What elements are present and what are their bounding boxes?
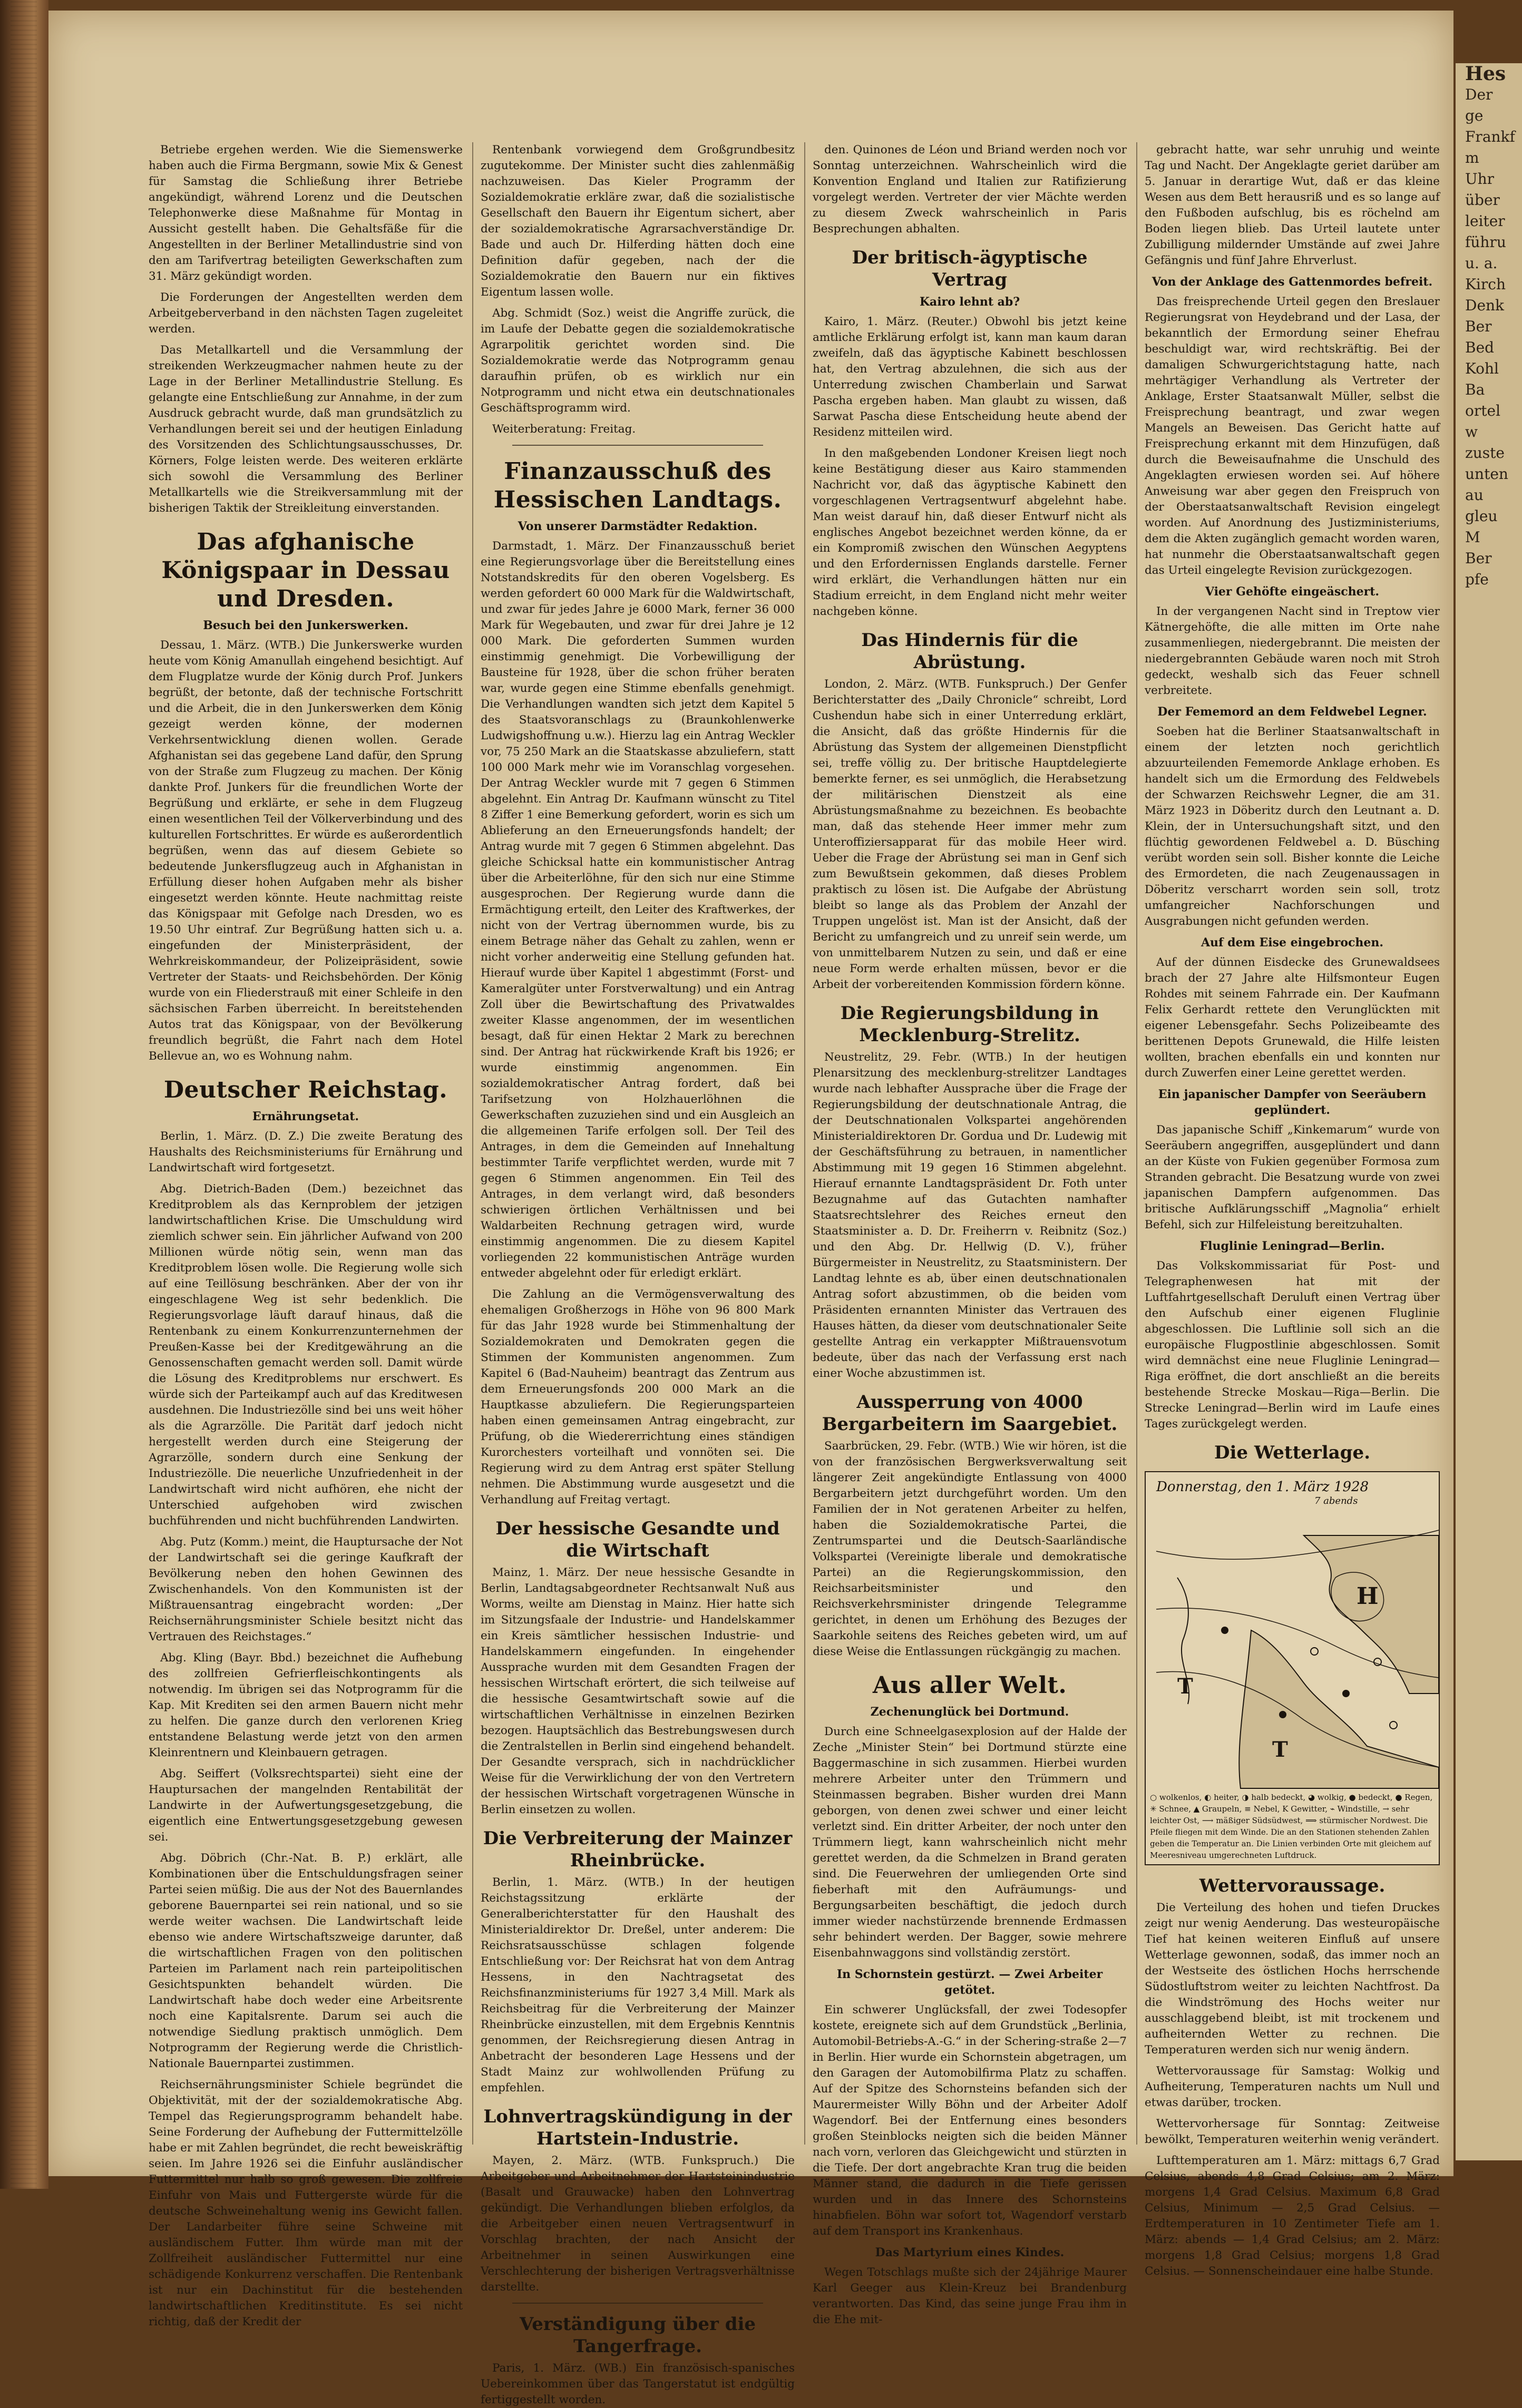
paragraph: Reichsernährungsminister Schiele begründet die Objektivität, mit der der sozialdemokratische Abg. Tempel das Regierungsprogramm behandelt habe. Seine Forderung der Aufhebung der Futtermittelzölle habe er mit Zahlen begründet, die recht beweiskräftig seien. Im Jahre 1926 sei die Einfuhr ausländischer Futtermittel nur halb so groß gewesen. Die zollfreie Einfuhr von Mais und Futtergerste würde für die deutsche Schweinehaltung wenig ins Gewicht fallen. Der Landarbeiter führe seine Schweine mit ausländischem Futter. Ihm würde man mit der Zollfreiheit ausländischer Futtermittel nur eine schädigende Konkurrenz verschaffen. Die Rentenbank ist nur ein Dachinstitut für die bestehenden landwirtschaftlichen Kreditinstitute. Es sei nicht richtig, daß der Kredit der <box>149 2078 463 2328</box>
adjacent-page-fragment: Ber <box>1465 550 1492 567</box>
subheadline: Auf dem Eise eingebrochen. <box>1201 936 1384 950</box>
adjacent-page-fragment: Uhr <box>1465 170 1495 188</box>
subheadline: Fluglinie Leningrad—Berlin. <box>1199 1239 1385 1253</box>
low-pressure-marker: T <box>1177 1674 1193 1699</box>
headline-lohnvertrag: Lohnvertragskündigung in der Hartstein-Industrie. <box>483 2106 792 2149</box>
station-marker <box>1342 1690 1350 1697</box>
column-1 <box>149 142 463 2328</box>
paragraph: Paris, 1. März. (WB.) Ein französisch-spanisches Uebereinkommen über das Tangerstatut ist endgültig fertiggestellt worden. <box>481 2362 795 2406</box>
headline-tangerfrage: Verständigung über die Tangerfrage. <box>519 2314 756 2357</box>
paragraph: Abg. Dietrich-Baden (Dem.) bezeichnet das Kreditproblem als das Kernproblem der jetzigen landwirtschaftlichen Krise. Die Umschuldung wird ziemlich schwer sein. Ein jährlicher Aufwand von 200 Millionen würde nötig sein, wenn man das Kreditproblem lösen wolle. Die Regierung wolle sich auf eine Teillösung beschränken. Aber der von ihr eingeschlagene Weg ist sehr bedenklich. Die Regierungsvorlage läuft darauf hinaus, daß die Rentenbank zu einem Konkurrenzunternehmen der Preußen-Kasse bei der Kreditgewährung an die Genossenschaften gemacht werden soll. Damit würde die Lösung des Kreditproblems nur erschwert. Es würde sich der Parteikampf auch auf das Kreditwesen ausdehnen. Die Industriezölle sind bei uns weit höher als die Agrarzölle. Die Parität darf jedoch nicht hergestellt werden durch eine Steigerung der Agrarzölle, sondern durch eine Senkung der Industriezölle. Die neuerliche Unzufriedenheit in der Landwirtschaft wird nicht aufhören, ehe nicht der Unterschied aufgehoben wird zwischen buchführenden und nicht buchführenden Landwirten. <box>149 1182 463 1528</box>
adjacent-page-fragment: Hes <box>1465 63 1506 85</box>
map-time: 7 abends <box>1314 1495 1358 1506</box>
high-pressure-marker: H <box>1357 1583 1379 1610</box>
weather-legend: ○ wolkenlos, ◐ heiter, ◑ halb bedeckt, ◕ wolkig, ● bedeckt, ● Regen, ✳ Schnee, ▲ Graupeln, ≡ Nebel, K Gewitter, ⌁ Windstille, → sehr leichter Ost, ⟶ mäßiger Südsüdwest, ⟹ stürmischer Nordwest. Die Pfeile fliegen mit dem Winde. Die an den Stationen stehenden Zahlen geben die Temperatur an. Die Linien verbinden Orte mit gleichem auf Meeresniveau umgerechneten Luftdruck. <box>1150 1793 1433 1860</box>
subheadline: Von unserer Darmstädter Redaktion. <box>518 520 758 533</box>
map-date: Donnerstag, den 1. März 1928 <box>1156 1479 1369 1495</box>
subheadline: Kairo lehnt ab? <box>919 295 1020 309</box>
adjacent-page-fragment: au <box>1465 486 1484 504</box>
paragraph: Das Metallkartell und die Versammlung der streikenden Werkzeugmacher nahmen heute zu der Lage in der Berliner Metallindustrie Stellung. Es gelangte eine Entschließung zur Annahme, in der zum Ausdruck gebracht wurde, daß man grundsätzlich zu Verhandlungen bereit sei und der heutigen Einladung des Vorsitzenden des Schlichtungsausschusses, Dr. Körners, Folge leisten werde. Des weiteren erklärte sich sowohl die Versammlung des Berliner Metallkartells wie die Streikversammlung mit der bisherigen Taktik der Streikleitung einverstanden. <box>149 344 463 515</box>
adjacent-page-edge <box>1456 63 1522 2160</box>
weather-map-graphic <box>1146 1472 1439 1788</box>
adjacent-page-fragment: zuste <box>1465 444 1505 462</box>
newspaper-page <box>48 11 1453 2406</box>
column-rule <box>472 142 473 2145</box>
adjacent-page-fragment: Ba <box>1465 381 1485 398</box>
adjacent-page-fragment: führu <box>1465 233 1506 251</box>
paragraph: Das freisprechende Urteil gegen den Breslauer Regierungsrat von Heydebrand und der Lasa, der bekanntlich der Ermordung seiner Ehefrau beschuldigt war, wird rechtskräftig. Bei der damaligen Schwurgerichtstagung hatte, nach mehrtägiger Verhandlung als Vertreter der Anklage, Erster Staatsanwalt Müller, selbst die Freisprechung beantragt, und zwar wegen Mangels an Beweisen. Das Gericht hatte auf Freisprechung erkannt mit dem Hinzufügen, daß durch die Beweisaufnahme die Unschuld des Angeklagten erwiesen worden sei. Auf höhere Anweisung war aber gegen den Freispruch von der Oberstaatsanwaltschaft Revision eingelegt worden. Auf Anordnung des Justizministeriums, dem die Akten zugänglich gemacht worden waren, hat nunmehr die Oberstaatsanwaltschaft gegen das Urteil eingelegte Revision zurückgezogen. <box>1145 295 1440 577</box>
paragraph: Wettervoraussage für Samstag: Wolkig und Aufheiterung, Temperaturen nachts um Null und etwas darüber, trocken. <box>1145 2064 1440 2109</box>
paragraph: Die Zahlung an die Vermögensverwaltung des ehemaligen Großherzogs in Höhe von 96 800 Mark für das Jahr 1928 wurde bei Stimmenhaltung der Sozialdemokraten und Demokraten gegen die Stimmen der Kommunisten angenommen. Zum Kapitel 6 (Bad-Nauheim) beantragt das Zentrum aus dem Erneuerungsfonds 200 000 Mark an die Hauptkasse abzuliefern. Die Regierungsparteien haben einen gemeinsamen Antrag eingebracht, zur Prüfung, ob die Wiedererrichtung eines ständigen Kurorchesters vorteilhaft und vonnöten sei. Die Regierung wird zu dem Antrag erst später Stellung nehmen. Die Abstimmung wurde ausgesetzt und die Verhandlung auf Freitag vertagt. <box>481 1288 795 1506</box>
paragraph: Abg. Putz (Komm.) meint, die Hauptursache der Not der Landwirtschaft sei die geringe Kaufkraft der Bevölkerung neben den hohen Gewinnen des Zwischenhandels. Von den Kommunisten ist der Mißtrauensantrag eingebracht worden: „Der Reichsernährungsminister Schiele besitzt nicht das Vertrauen des Reichstages.“ <box>149 1535 463 1643</box>
paragraph: In der vergangenen Nacht sind in Treptow vier Kätnergehöfte, die alle mitten im Orte nahe zusammenliegen, niedergebrannt. Die meisten der niedergebrannten Gebäude waren noch mit Stroh gedeckt, weshalb sich das Feuer schnell verbreitete. <box>1145 605 1440 697</box>
paragraph: Ein schwerer Unglücksfall, der zwei Todesopfer kostete, ereignete sich auf dem Grundstück „Berlinia, Automobil-Betriebs-A.-G.“ in der Schering-straße 2—7 in Berlin. Hier wurde ein Schornstein abgetragen, um den Garagen der Automobilfirma Platz zu schaffen. Auf der Spitze des Schornsteins befanden sich der Maurermeister Willy Böhn und der Arbeiter Adolf Wagendorf. Bei der Entfernung eines besonders großen Steinblocks neigten sich die beiden Männer nach vorn, verloren das Gleichgewicht und stürzten in die Tiefe. Der dort angebrachte Kran trug die beiden Männer stand, die dadurch in die Tiefe gerissen wurden und in das Innere des Schornsteins hinabfielen. Böhn war sofort tot, Wagendorf verstarb auf dem Transport ins Krankenhaus. <box>813 2003 1127 2238</box>
adjacent-page-fragment: über <box>1465 191 1500 209</box>
adjacent-page-fragment: m <box>1465 149 1479 167</box>
headline-mecklenburg: Die Regierungsbildung in Mecklenburg-Strelitz. <box>840 1003 1099 1046</box>
subheadline: In Schornstein gestürzt. — Zwei Arbeiter getötet. <box>836 1967 1103 1997</box>
paragraph: Auf der dünnen Eisdecke des Grunewaldsees brach der 27 Jahre alte Hilfsmonteur Eugen Rohdes mit seinem Fahrrade ein. Der Kaufmann Felix Gerhardt rettete den Verunglückten mit eigener Lebensgefahr. Sechs Polizeibeamte des berittenen Depots Grunewald, die Hilfe leisten wollten, brachen ebenfalls ein und konnten nur durch Zuwerfen einer Leine gerettet werden. <box>1145 956 1440 1080</box>
headline-rheinbruecke: Die Verbreiterung der Mainzer Rheinbrücke. <box>483 1828 793 1871</box>
paragraph: In den maßgebenden Londoner Kreisen liegt noch keine Bestätigung dieser aus Kairo stammenden Nachricht vor, daß das ägyptische Kabinett den vorgeschlagenen Vertragsentwurf abgelehnt habe. Man weist darauf hin, daß dieser Entwurf nicht als englisches Angebot bezeichnet werden könne, da er ein Kompromiß zwischen den Wünschen Aegyptens und den Erfordernissen Englands darstelle. Ferner wird erklärt, die Verhandlungen hätten nur ein Stadium erreicht, in dem England nicht mehr weiter nachgeben könne. <box>813 447 1127 618</box>
paragraph: den. Quinones de Léon und Briand werden noch vor Sonntag unterzeichnen. Wahrscheinlich wird die Konvention England und Italien zur Ratifizierung vorgelegt werden. Vertreter der vier Mächte werden zu diesem Zweck wahrscheinlich in Paris Besprechungen abhalten. <box>813 143 1127 236</box>
paragraph: Weiterberatung: Freitag. <box>492 423 636 436</box>
paragraph: Abg. Kling (Bayr. Bbd.) bezeichnet die Aufhebung des zollfreien Gefrierfleischkontingents als notwendig. Im übrigen sei das Notprogramm für die Kap. Mit Krediten sei den armen Bauern nicht mehr zu helfen. Die ganze durch den verlorenen Krieg entstandene Belastung werde jetzt von den armen Kleinrentnern und Kleinbauern getragen. <box>149 1651 463 1759</box>
paragraph: Mayen, 2. März. (WTB. Funkspruch.) Die Arbeitgeber und Arbeitnehmer der Hartsteinindustrie (Basalt und Grauwacke) haben den Lohnvertrag gekündigt. Die Verhandlungen blieben erfolglos, da die Arbeitgeber einen neuen Vertragsentwurf in Vorschlag brachten, der nach Ansicht der Arbeitnehmer in seinen Auswirkungen eine Verschlechterung der bisherigen Vertragsverhältnisse darstellte. <box>481 2154 795 2294</box>
adjacent-page-fragment: Kirch <box>1465 276 1506 293</box>
headline-abruestung: Das Hindernis für die Abrüstung. <box>861 630 1078 673</box>
paragraph: Dessau, 1. März. (WTB.) Die Junkerswerke wurden heute vom König Amanullah eingehend besichtigt. Auf dem Flugplatze wurde der König durch Prof. Junkers begrüßt, der betonte, daß der technische Fortschritt und die Arbeit, die in den Junkerswerken dem König gezeigt werden könne, der modernen Verkehrsentwicklung dienen wollen. Gerade Afghanistan sei das gegebene Land dafür, den Sprung von der Straße zum Flugzeug zu machen. Der König dankte Prof. Junkers für die freundlichen Worte der Begrüßung und erklärte, er sehe in dem Flugzeug einen wesentlichen Teil der Völkerverbindung und des kulturellen Fortschrittes. Er würde es außerordentlich begrüßen, wenn das auf diesem Gebiete so bedeutende Junkersflugzeug auch in Afghanistan in Erfüllung dieser hohen Aufgaben mehr als bisher eingesetzt werden könnte. Heute nachmittag reiste das Königspaar mit Gefolge nach Dresden, wo es 19.50 Uhr eintraf. Zur Begrüßung hatten sich u. a. eingefunden der Ministerpräsident, der Wehrkreiskommandeur, der Polizeipräsident, sowie Vertreter der Staats- und Reichsbehörden. Der König wurde von ein Fliederstrauß mit einer Schleife in den sächsischen Farben überreicht. In bereitstehenden Autos trat das Königspaar, von der Bevölkerung freundlich begrüßt, die Fahrt nach dem Hotel Bellevue an, wo es Wohnung nahm. <box>149 639 463 1063</box>
subheadline: Der Fememord an dem Feldwebel Legner. <box>1157 705 1427 719</box>
adjacent-page-fragment: leiter <box>1465 212 1505 230</box>
adjacent-page-fragment: ortel <box>1465 402 1501 419</box>
adjacent-page-fragment: Ber <box>1465 318 1492 335</box>
paragraph: Das Volkskommissariat für Post- und Telegraphenwesen hat mit der Luftfahrtgesellschaft Deruluft einen Vertrag über den Aufschub einer eigenen Fluglinie abgeschlossen. Die Luftlinie soll sich an die europäische Flugpostlinie abgeschlossen. Somit wird demnächst eine neue Fluglinie Leningrad—Riga eröffnet, die dort anschließt an die bereits bestehende Strecke Moskau—Riga—Berlin. Die Strecke Leningrad—Berlin wird im Laufe eines Tages zurückgelegt werden. <box>1145 1259 1440 1431</box>
subheadline: Ernährungsetat. <box>252 1110 359 1123</box>
paragraph: Lufttemperaturen am 1. März: mittags 6,7 Grad Celsius, abends 4,8 Grad Celsius; am 2. März: morgens 1,4 Grad Celsius. Maximum 6,8 Grad Celsius, Minimum — 2,5 Grad Celsius. — Erdtemperaturen in 10 Zentimeter Tiefe am 1. März: abends — 1,4 Grad Celsius; am 2. März: morgens 1,8 Grad Celsius; morgens 1,8 Grad Celsius. — Sonnenscheindauer eine halbe Stunde. <box>1145 2154 1440 2278</box>
column-2 <box>481 142 795 2406</box>
subheadline: Von der Anklage des Gattenmordes befreit. <box>1152 275 1433 289</box>
station-marker <box>1279 1711 1286 1718</box>
adjacent-page-fragment: Bed <box>1465 339 1495 356</box>
divider <box>512 2303 763 2304</box>
headline-afghan-king: Das afghanische Königspaar in Dessau und Dresden. <box>161 528 450 612</box>
weather-map <box>1145 1471 1440 1865</box>
headline-saargebiet: Aussperrung von 4000 Bergarbeitern im Saargebiet. <box>822 1392 1118 1435</box>
headline-reichstag: Deutscher Reichstag. <box>163 1076 448 1103</box>
headline-finanzausschuss: Finanzausschuß des Hessischen Landtags. <box>493 458 782 513</box>
paragraph: Abg. Seiffert (Volksrechtspartei) sieht eine der Hauptursachen der mangelnden Rentabilität der Landwirte in der Aufwertungsgesetzgebung, die eigentlich eine Entwertungsgesetzgebung gewesen sei. <box>149 1767 463 1844</box>
adjacent-page-fragment: Frankf <box>1465 128 1515 145</box>
subheadline: Besuch bei den Junkerswerken. <box>203 619 408 632</box>
paragraph: Das japanische Schiff „Kinkemarum“ wurde von Seeräubern angegriffen, ausgeplündert und dann an der Küste von Fukien gegenüber Formosa zum Stranden gebracht. Die Besatzung wurde von zwei japanischen Dampfern aufgenommen. Das britische Aufklärungsschiff „Magnolia“ erhielt Befehl, sich zur Hilfeleistung bereitzuhalten. <box>1145 1123 1440 1231</box>
column-3 <box>813 142 1127 2326</box>
paragraph: Wettervorhersage für Sonntag: Zeitweise bewölkt, Temperaturen weiterhin wenig verändert. <box>1145 2117 1440 2146</box>
adjacent-page-fragment: w <box>1465 423 1478 441</box>
divider <box>512 445 763 446</box>
paragraph: Abg. Döbrich (Chr.-Nat. B. P.) erklärt, alle Kombinationen über die Entschuldungsfragen seiner Partei seien müßig. Die aus der Not des Bauernlandes geborene Bauernpartei sei rein national, und so sie werde weiter wachsen. Die Landwirtschaft leide ebenso wie andere Wirtschaftszweige darunter, daß die wirtschaftlichen Fragen von den politischen Parteien im Parlament nach rein parteipolitischen Gesichtspunkten behandelt würden. Die Landwirtschaft habe doch weder eine Arbeitsrente noch eine Kapitalsrente. Darum sei auch die notwendige Siedlung praktisch unmöglich. Dem Notprogramm der Regierung werde die Christlich-Nationale Bauernpartei zustimmen. <box>149 1852 463 2070</box>
paragraph: Mainz, 1. März. Der neue hessische Gesandte in Berlin, Landtagsabgeordneter Rechtsanwalt Nuß aus Worms, weilte am Dienstag in Mainz. Hier hatte sich im Sitzungsfaale der Industrie- und Handelskammer ein Kreis sämtlicher hessischen Industrie- und Handelskammern eingefunden. In eingehender Aussprache wurden mit dem Gesandten Fragen der hessischen Wirtschaft erörtert, die sich teilweise auf die hessische Gesamtwirtschaft sowie auf die wirtschaftlichen Verhältnisse in einzelnen Bezirken bezogen. Hauptsächlich das Bestrebungswesen durch die Zentralstellen in Berlin sind eingehend behandelt. Der Gesandte versprach, sich in nachdrücklicher Weise für die Verwirklichung der von den Vertretern der hessischen Wirtschaft vorgetragenen Wünsche in Berlin einsetzen zu wollen. <box>481 1566 795 1816</box>
column-rule <box>1136 142 1137 2145</box>
subheadline: Vier Gehöfte eingeäschert. <box>1205 585 1380 599</box>
adjacent-page-fragment: pfe <box>1465 571 1489 588</box>
subheadline: Ein japanischer Dampfer von Seeräubern geplündert. <box>1158 1088 1427 1117</box>
paragraph: Durch eine Schneelgasexplosion auf der Halde der Zeche „Minister Stein“ bei Dortmund stürzte eine Baggermaschine in sich zusammen. Hierbei wurden mehrere Arbeiter unter den Trümmern und Steinmassen begraben. Bisher wurden drei Mann geborgen, von denen zwei schwer und einer leicht verletzt sind. Ein dritter Arbeiter, der noch unter den Trümmern liegt, kann wahrscheinlich nicht mehr gerettet werden, da die Schmelzen in Brand geraten sind. Die Feuerwehren der umliegenden Orte sind fieberhaft mit den Aufräumungs- und Bergungsarbeiten beschäftigt, die jedoch durch immer wieder nachstürzende brennende Erdmassen sehr behindert werden. Der Bagger, sowie mehrere Eisenbahnwaggons sind vollständig zerstört. <box>813 1725 1127 1960</box>
adjacent-page-fragment: M <box>1465 528 1480 546</box>
station-marker <box>1221 1627 1228 1634</box>
adjacent-page-fragment: Denk <box>1465 297 1505 314</box>
column-rule <box>804 142 805 2145</box>
paragraph: Rentenbank vorwiegend dem Großgrundbesitz zugutekomme. Der Minister sucht dies zahlenmäßig nachzuweisen. Das Kieler Programm der Sozialdemokratie erkläre zwar, daß die sozialistische Gesellschaft den Bauern ihr Eigentum sichert, aber der sozialdemokratische Agrarsachverständige Dr. Bade und auch Dr. Hilferding hätten doch eine Definition dafür gegeben, nach der die Sozialdemokratie den Bauern nur ein fiktives Eigentum lassen wolle. <box>481 143 795 299</box>
headline-wettervoraussage: Wettervoraussage. <box>1199 1875 1386 1896</box>
adjacent-page-fragment: Der <box>1465 86 1493 103</box>
paragraph: Darmstadt, 1. März. Der Finanzausschuß beriet eine Regierungsvorlage über die Bereitstellung eines Notstandskredits für den oberen Vogelsberg. Es werden gefordert 60 000 Mark für die Waldwirtschaft, und zwar für jedes Jahre je 6000 Mark, ferner 36 000 Mark für Wegebauten, und zwar für drei Jahre je 12 000 Mark. Die geforderten Summen wurden einstimmig genehmigt. Die Vorbewilligung der Bausteine für 1928, über die schon früher beraten war, wurde gegen eine Stimme ebenfalls genehmigt. Die Verhandlungen wandten sich jetzt dem Kapitel 5 des Staatsvoranschlags zu (Braunkohlenwerke Ludwigshoffnung u.w.). Hierzu lag ein Antrag Weckler vor, 75 250 Mark an die Staatskasse abzuliefern, statt 100 000 Mark mehr wie im Voranschlag vorgesehen. Der Antrag Weckler wurde mit 7 gegen 6 Stimmen abgelehnt. Ein Antrag Dr. Kaufmann wünscht zu Titel 8 Ziffer 1 eine Bemerkung gefordert, worin es sich um Ablieferung an den Erneuerungsfonds handelt; der Antrag wurde mit 7 gegen 6 Stimmen abgelehnt. Das gleiche Schicksal hatte ein kommunistischer Antrag über die Arbeiterlöhne, für den sich nur eine Stimme ausgesprochen. Der Regierung wurde dann die Ermächtigung erteilt, den Leiter des Kraftwerkes, der nicht von der Vertrag übernommen wurde, bis zu einem Betrage näher das Gehalt zu zahlen, wenn er nicht vorher anderweitig eine Stellung gefunden hat. Hierauf wurde über Kapitel 1 abgestimmt (Forst- und Kameralgüter unter Forstverwaltung) und ein Antrag Zoll über die Bewirtschaftung des Privatwaldes zweiter Klasse angenommen, der im wesentlichen besagt, daß für einen Hektar 2 Mark zu berechnen sind. Der Antrag hat rückwirkende Kraft bis 1926; er wurde einstimmig angenommen. Ein sozialdemokratischer Antrag fordert, daß bei Tarifsetzung von Holzhauerlöhnen die Gewerkschaften zuzuziehen sind und ein Ausgleich an die allgemeinen Tarife erfolgen soll. Der Teil des Antrages, in dem die Gemeinden auf Innehaltung bestimmter Tarife verpflichtet werden, wurde mit 7 gegen 6 Stimmen angenommen. Ein Teil des Antrages, in dem verlangt wird, daß besonders schwierigen örtlichen Verhältnissen und bei Waldarbeiten Rechnung getragen wird, wurde einstimmig angenommen. Die zu diesem Kapitel vorliegenden 22 kommunistischen Anträge wurden entweder abgelehnt oder für erledigt erklärt. <box>481 540 795 1280</box>
headline-hessischer-gesandter: Der hessische Gesandte und die Wirtschaft <box>495 1518 780 1561</box>
paragraph: Abg. Schmidt (Soz.) weist die Angriffe zurück, die im Laufe der Debatte gegen die sozialdemokratische Agrarpolitik gerichtet worden sind. Die Sozialdemokratie werde das Notprogramm genau daraufhin prüfen, ob es wirklich nur ein Notprogramm und nicht etwa ein deutschnationales Geschäftsprogramm wird. <box>481 307 795 415</box>
adjacent-page-fragment: u. a. <box>1465 254 1498 272</box>
paragraph: Die Forderungen der Angestellten werden dem Arbeitgeberverband in den nächsten Tagen zugeleitet werden. <box>149 291 463 336</box>
subheadline: Das Martyrium eines Kindes. <box>875 2246 1065 2259</box>
paragraph: Saarbrücken, 29. Febr. (WTB.) Wie wir hören, ist die von der französischen Bergwerksverwaltung seit längerer Zeit angekündigte Entlassung von 4000 Bergarbeitern jetzt durchgeführt worden. Um den Familien der in Not geratenen Arbeiter zu helfen, haben die Sozialdemokratische Partei, die Zentrumspartei und die Deutsch-Saarländische Volkspartei (Vereinigte liberale und demokratische Partei) an die Regierungskommission, den Reichsarbeitsminister und den Reichsverkehrsminister dringende Telegramme gerichtet, in denen um Erhöhung des Bezuges der Saarkohle seitens des Reiches gebeten wird, um auf diese Weise die Entlassungen rückgängig zu machen. <box>813 1440 1127 1658</box>
column-4 <box>1145 142 1440 2278</box>
headline-aus-aller-welt: Aus aller Welt. <box>872 1672 1067 1699</box>
paragraph: gebracht hatte, war sehr unruhig und weinte Tag und Nacht. Der Angeklagte geriet darüber am 5. Januar in derartige Wut, daß er das kleine Wesen aus dem Bett herausriß und es so lange auf den Fußboden aufschlug, bis es röchelnd am Boden liegen blieb. Das Urteil lautete unter Zubilligung mildernder Umstände auf zwei Jahre Gefängnis und fünf Jahre Ehrverlust. <box>1145 143 1440 267</box>
paragraph: Betriebe ergehen werden. Wie die Siemenswerke haben auch die Firma Bergmann, sowie Mix & Genest für Samstag die Schließung ihrer Betriebe angekündigt, während Lorenz und die Deutschen Telephonwerke diese Maßnahme für Montag in Aussicht gestellt haben. Die Gehaltsfäße für die Angestellten in der Berliner Metallindustrie sind von den am Tarifvertrag beteiligten Gewerkschaften zum 31. März gekündigt worden. <box>149 143 463 283</box>
paragraph: Wegen Totschlags mußte sich der 24jährige Maurer Karl Geeger aus Klein-Kreuz bei Brandenburg verantworten. Das Kind, das seine junge Frau ihm in die Ehe mit- <box>813 2266 1127 2326</box>
adjacent-page-fragment: unten <box>1465 465 1508 483</box>
headline-wetterlage: Die Wetterlage. <box>1214 1442 1371 1463</box>
paragraph: London, 2. März. (WTB. Funkspruch.) Der Genfer Berichterstatter des „Daily Chronicle“ schreibt, Lord Cushendun habe sich in einer Unterredung erklärt, die Ansicht, daß das größte Hindernis für die Abrüstung das System der allgemeinen Dienstpflicht sei, treffe völlig zu. Der britische Hauptdelegierte bemerkte ferner, es sei unmöglich, die Herabsetzung der militärischen Dienstzeit als eine Abrüstungsmaßnahme zu bezeichnen. Es beobachte man, daß das stehende Heer immer mehr zum Unteroffiziersapparat für das mobile Heer wird. Ueber die Frage der Abrüstung sei man in Genf sich zum Bewußtsein gekommen, daß dieses Problem praktisch zu lösen ist. Die Aufgabe der Abrüstung bleibt so lange als das Problem der Anzahl der Truppen ungelöst ist. Man ist der Ansicht, daß der Bericht zu umfangreich und zu unreif sein werde, um von unmittelbarem Nutzen zu sein, und daß er eine neue Form werde erhalten müssen, bevor er die Arbeit der vorbereitenden Kommission fördern könne. <box>813 678 1127 991</box>
adjacent-page-fragment: gleu <box>1465 507 1498 525</box>
paragraph: Soeben hat die Berliner Staatsanwaltschaft in einem der letzten noch gerichtlich abzuurteilenden Fememorde Anklage erhoben. Es handelt sich um die Ermordung des Feldwebels der Schwarzen Reichswehr Legner, die am 31. März 1923 in Döberitz durch den Leutnant a. D. Klein, der in Untersuchungshaft sitzt, und den flüchtig gewordenen Feldwebel a. D. Büsching verübt worden sein soll. Bisher konnte die Leiche des Ermordeten, die nach Zeugenaussagen in Döberitz verscharrt worden sein soll, trotz umfangreicher Nachforschungen und Ausgrabungen nicht gefunden werden. <box>1145 725 1440 928</box>
paragraph: Die Verteilung des hohen und tiefen Druckes zeigt nur wenig Aenderung. Das westeuropäische Tief hat keinen weiteren Einfluß auf unsere Wetterlage gewonnen, sodaß, das immer noch an der Westseite des östlichen Hochs herrschende Südostluftstrom weiter zu leichten Nachtfrost. Da die Windströmung des Hochs weiter nur ausschlaggebend bleibt, ist mit trockenem und aufheiternden Wetter zu rechnen. Die Temperaturen werden sich nur wenig ändern. <box>1145 1901 1440 2057</box>
subheadline: Zechenunglück bei Dortmund. <box>870 1705 1069 1719</box>
headline-britisch-aegyptisch: Der britisch-ägyptische Vertrag <box>852 247 1088 290</box>
adjacent-page-fragment: ge <box>1465 107 1484 124</box>
paragraph: Berlin, 1. März. (D. Z.) Die zweite Beratung des Haushalts des Reichsministeriums für Ernährung und Landwirtschaft wird fortgesetzt. <box>149 1130 463 1174</box>
paragraph: Berlin, 1. März. (WTB.) In der heutigen Reichstagssitzung erklärte der Generalberichterstatter für den Haushalt des Ministerialdirektor Dr. Dreßel, unter anderem: Die Reichsratsausschüsse schlagen folgende Entschließung vor: Der Reichsrat hat von dem Antrag Hessens, in den Nachtragsetat des Reichsfinanzministeriums für 1927 3,4 Mill. Mark als Reichsbeitrag für die Verbreiterung der Mainzer Rheinbrücke einzustellen, mit dem Ergebnis Kenntnis genommen, der Reichsregierung diesen Antrag in Anbetracht der besonderen Lage Hessens und der Stadt Mainz zur wohlwollenden Prüfung zu empfehlen. <box>481 1876 795 2094</box>
low-pressure-marker: T <box>1272 1737 1288 1762</box>
adjacent-page-fragment: Kohl <box>1465 360 1499 377</box>
paragraph: Kairo, 1. März. (Reuter.) Obwohl bis jetzt keine amtliche Erklärung erfolgt ist, kann man kaum daran zweifeln, daß das ägyptische Kabinett beschlossen hat, den Vertrag abzulehnen, die sich aus der Unterredung zwischen Chamberlain und Sarwat Pascha ergeben haben. Man glaubt zu wissen, daß Sarwat Pascha diese Entscheidung heute abend der Residenz mitteilen wird. <box>813 315 1127 439</box>
book-spine <box>0 0 48 2189</box>
paragraph: Neustrelitz, 29. Febr. (WTB.) In der heutigen Plenarsitzung des mecklenburg-strelitzer Landtages wurde nach lebhafter Aussprache über die Frage der Regierungsbildung der deutschnationale Antrag, die der Deutschnationalen Volkspartei angehörenden Ministerialdirektoren Dr. Gordua und Dr. Ludewig mit der Geschäftsführung zu betrauen, in namentlicher Abstimmung mit 19 gegen 16 Stimmen abgelehnt. Hierauf ernannte Landtagspräsident Dr. Foth unter Bezugnahme auf das Gutachten namhafter Staatsrechtslehrer des Reiches erneut den Staatsminister a. D. Dr. Freiherrn v. Reibnitz (Soz.) und den Abg. Dr. Hellwig (D. V.), früher Bürgermeister in Neustrelitz, zu Staatsministern. Der Landtag lehnte es ab, über einen deutschnationalen Antrag sofort abzustimmen, ob die beiden vom Präsidenten ernannten Minister das Vertrauen des Hauses hätten, da dieser vom deutschnationaler Seite gestellte Antrag ein verkappter Mißtrauensvotum bedeute, über das nach der Verfassung erst nach einer Woche abzustimmen ist. <box>813 1051 1127 1380</box>
